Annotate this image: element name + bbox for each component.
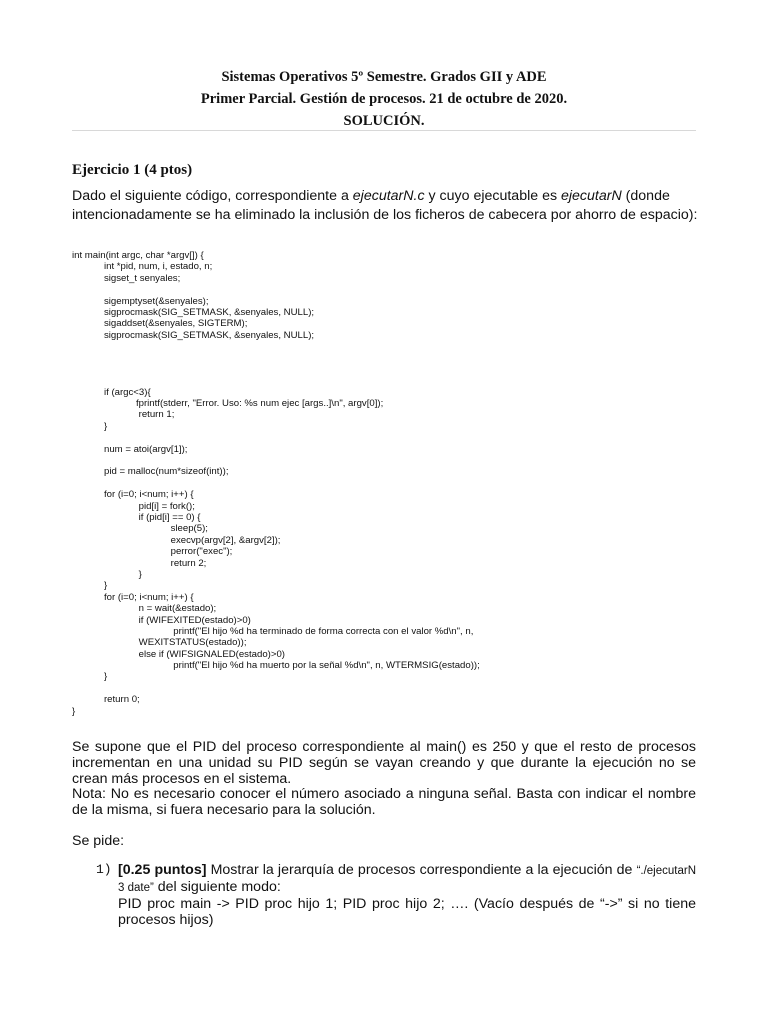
code-line: return 1; [72, 409, 175, 421]
code-listing [72, 250, 692, 717]
problem-statement [72, 740, 696, 819]
code-line: sigprocmask(SIG_SETMASK, &senyales, NULL); [72, 306, 315, 318]
code-line: fprintf(stderr, "Error. Uso: %s num ejec [args..]\n", argv[0]); [72, 398, 384, 410]
code-line: sigset_t senyales; [72, 272, 181, 284]
code-line: pid[i] = fork(); [72, 500, 195, 512]
code-line: perror("exec"); [72, 546, 233, 558]
code-line: return 0; [72, 694, 140, 706]
code-line: int *pid, num, i, estado, n; [72, 261, 213, 273]
code-line: sigemptyset(&senyales); [72, 295, 209, 307]
note-paragraph: Nota: No es necesario conocer el número asociado a ninguna señal. Basta con indicar el nombre de la misma, si fuera necesario para la solución. [72, 786, 696, 819]
header-course: Sistemas Operativos 5º Semestre. Grados GII y ADE [221, 69, 547, 85]
code-line [72, 341, 692, 352]
code-line: } [72, 671, 108, 683]
code-line: else if (WIFSIGNALED(estado)>0) [72, 648, 285, 660]
code-line [72, 478, 692, 489]
questions-heading: Se pide: [72, 833, 125, 849]
header-exam: Primer Parcial. Gestión de procesos. 21 de octubre de 2020. [200, 91, 568, 107]
code-line [72, 455, 692, 466]
code-line: int main(int argc, char *argv[]) { [72, 250, 204, 261]
intro-text-b: y cuyo ejecutable es [424, 188, 561, 204]
code-line: sleep(5); [72, 523, 208, 535]
question-command: “./ejecutarN 3 date” [118, 865, 696, 894]
header-divider [72, 130, 696, 131]
code-line [72, 432, 692, 443]
code-line [72, 683, 692, 694]
question-number: 1) [96, 862, 112, 877]
question-points: [0.25 puntos] [118, 862, 207, 878]
intro-source-file: ejecutarN.c [352, 188, 425, 204]
code-line [72, 375, 692, 386]
code-line: for (i=0; i<num; i++) { [72, 591, 194, 603]
code-line: } [72, 568, 142, 580]
statement-paragraph: Se supone que el PID del proceso correspondiente al main() es 250 y que el resto de procesos incrementan en una unidad su PID según se vayan creando y que durante la ejecución no se crean más procesos en el sistema. [72, 739, 696, 787]
code-line: if (pid[i] == 0) { [72, 511, 201, 523]
intro-executable: ejecutarN [561, 188, 622, 204]
code-line: WEXITSTATUS(estado)); [72, 637, 247, 649]
code-line: } [72, 705, 76, 717]
code-line: printf("El hijo %d ha muerto por la señal %d\n", n, WTERMSIG(estado)); [72, 660, 480, 672]
question-format: PID proc main -> PID proc hijo 1; PID proc hijo 2; …. (Vacío después de “->” si no tiene procesos hijos) [118, 896, 696, 928]
question-text-b: del siguiente modo: [153, 879, 281, 895]
exercise-intro [72, 187, 702, 224]
code-line: sigaddset(&senyales, SIGTERM); [72, 318, 248, 330]
question-text [118, 862, 696, 928]
code-line: if (argc<3){ [72, 386, 151, 398]
code-line [72, 284, 692, 295]
code-line: execvp(argv[2], &argv[2]); [72, 534, 281, 546]
code-line: if (WIFEXITED(estado)>0) [72, 614, 251, 626]
code-line: for (i=0; i<num; i++) { [72, 489, 194, 501]
code-line: sigprocmask(SIG_SETMASK, &senyales, NULL); [72, 329, 315, 341]
code-line: printf("El hijo %d ha terminado de forma correcta con el valor %d\n", n, [72, 625, 474, 637]
code-line: } [72, 580, 108, 592]
exercise-title: Ejercicio 1 (4 ptos) [72, 162, 193, 178]
header-solution: SOLUCIÓN. [343, 113, 425, 129]
code-line: n = wait(&estado); [72, 603, 217, 615]
code-line: pid = malloc(num*sizeof(int)); [72, 466, 229, 478]
code-line [72, 364, 692, 375]
document-header [72, 66, 696, 132]
code-line: } [72, 420, 108, 432]
intro-text-c: (donde intencionadamente se ha eliminado la inclusión de los ficheros de cabecera por ahorro de espacio): [72, 188, 698, 223]
question-text-a: Mostrar la jerarquía de procesos correspondiente a la ejecución de [206, 862, 637, 878]
question-1 [96, 862, 696, 928]
intro-text-a: Dado el siguiente código, correspondiente a [72, 188, 353, 204]
code-line [72, 353, 692, 364]
code-line: num = atoi(argv[1]); [72, 443, 188, 455]
code-line: return 2; [72, 557, 207, 569]
